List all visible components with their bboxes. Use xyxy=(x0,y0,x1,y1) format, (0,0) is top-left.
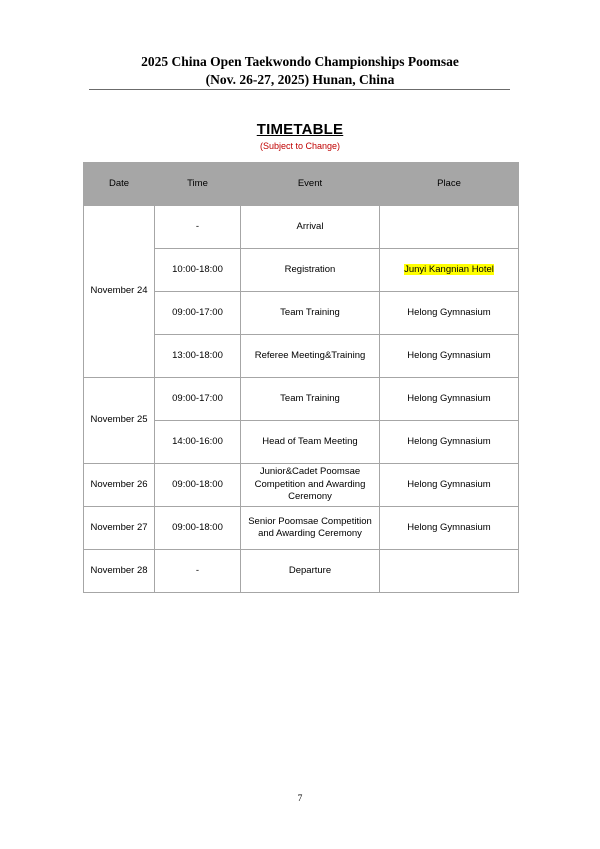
event-cell: Departure xyxy=(241,550,380,593)
time-cell: 13:00-18:00 xyxy=(155,335,241,378)
table-row xyxy=(84,206,519,249)
event-cell: Referee Meeting&Training xyxy=(241,335,380,378)
event-cell: Registration xyxy=(241,249,380,292)
column-header-event: Event xyxy=(241,163,380,206)
time-cell: 10:00-18:00 xyxy=(155,249,241,292)
time-cell: 09:00-18:00 xyxy=(155,464,241,507)
document-header xyxy=(0,53,600,89)
timetable-title: TIMETABLE xyxy=(256,121,344,138)
header-line-2: (Nov. 26-27, 2025) Hunan, China xyxy=(205,72,395,87)
date-cell: November 26 xyxy=(84,464,155,507)
place-cell: Helong Gymnasium xyxy=(380,292,519,335)
timetable-subtitle: (Subject to Change) xyxy=(259,141,341,151)
time-cell: - xyxy=(155,550,241,593)
place-cell: Helong Gymnasium xyxy=(380,335,519,378)
header-line-1: 2025 China Open Taekwondo Championships Poomsae xyxy=(141,54,459,69)
table-row xyxy=(84,550,519,593)
date-cell: November 25 xyxy=(84,378,155,464)
table-row xyxy=(84,378,519,421)
time-cell: 09:00-18:00 xyxy=(155,507,241,550)
event-cell: Team Training xyxy=(241,378,380,421)
column-header-time: Time xyxy=(155,163,241,206)
column-header-place: Place xyxy=(380,163,519,206)
place-cell xyxy=(380,249,519,292)
time-cell: - xyxy=(155,206,241,249)
timetable-table xyxy=(83,162,519,593)
event-cell: Junior&Cadet Poomsae Competition and Awarding Ceremony xyxy=(241,464,380,507)
event-cell: Head of Team Meeting xyxy=(241,421,380,464)
place-cell xyxy=(380,550,519,593)
place-cell: Helong Gymnasium xyxy=(380,421,519,464)
column-header-date: Date xyxy=(84,163,155,206)
place-cell xyxy=(380,206,519,249)
header-divider xyxy=(89,89,510,90)
event-cell: Arrival xyxy=(241,206,380,249)
time-cell: 09:00-17:00 xyxy=(155,292,241,335)
date-cell: November 28 xyxy=(84,550,155,593)
table-row xyxy=(84,507,519,550)
place-cell: Helong Gymnasium xyxy=(380,378,519,421)
time-cell: 14:00-16:00 xyxy=(155,421,241,464)
table-header-row xyxy=(84,163,519,206)
place-cell: Helong Gymnasium xyxy=(380,464,519,507)
place-cell: Helong Gymnasium xyxy=(380,507,519,550)
event-cell: Team Training xyxy=(241,292,380,335)
page-number: 7 xyxy=(297,794,303,804)
time-cell: 09:00-17:00 xyxy=(155,378,241,421)
table-row xyxy=(84,464,519,507)
date-cell: November 24 xyxy=(84,206,155,378)
event-cell: Senior Poomsae Competition and Awarding Ceremony xyxy=(241,507,380,550)
highlighted-hotel-name: Junyi Kangnian Hotel xyxy=(404,263,494,275)
date-cell: November 27 xyxy=(84,507,155,550)
